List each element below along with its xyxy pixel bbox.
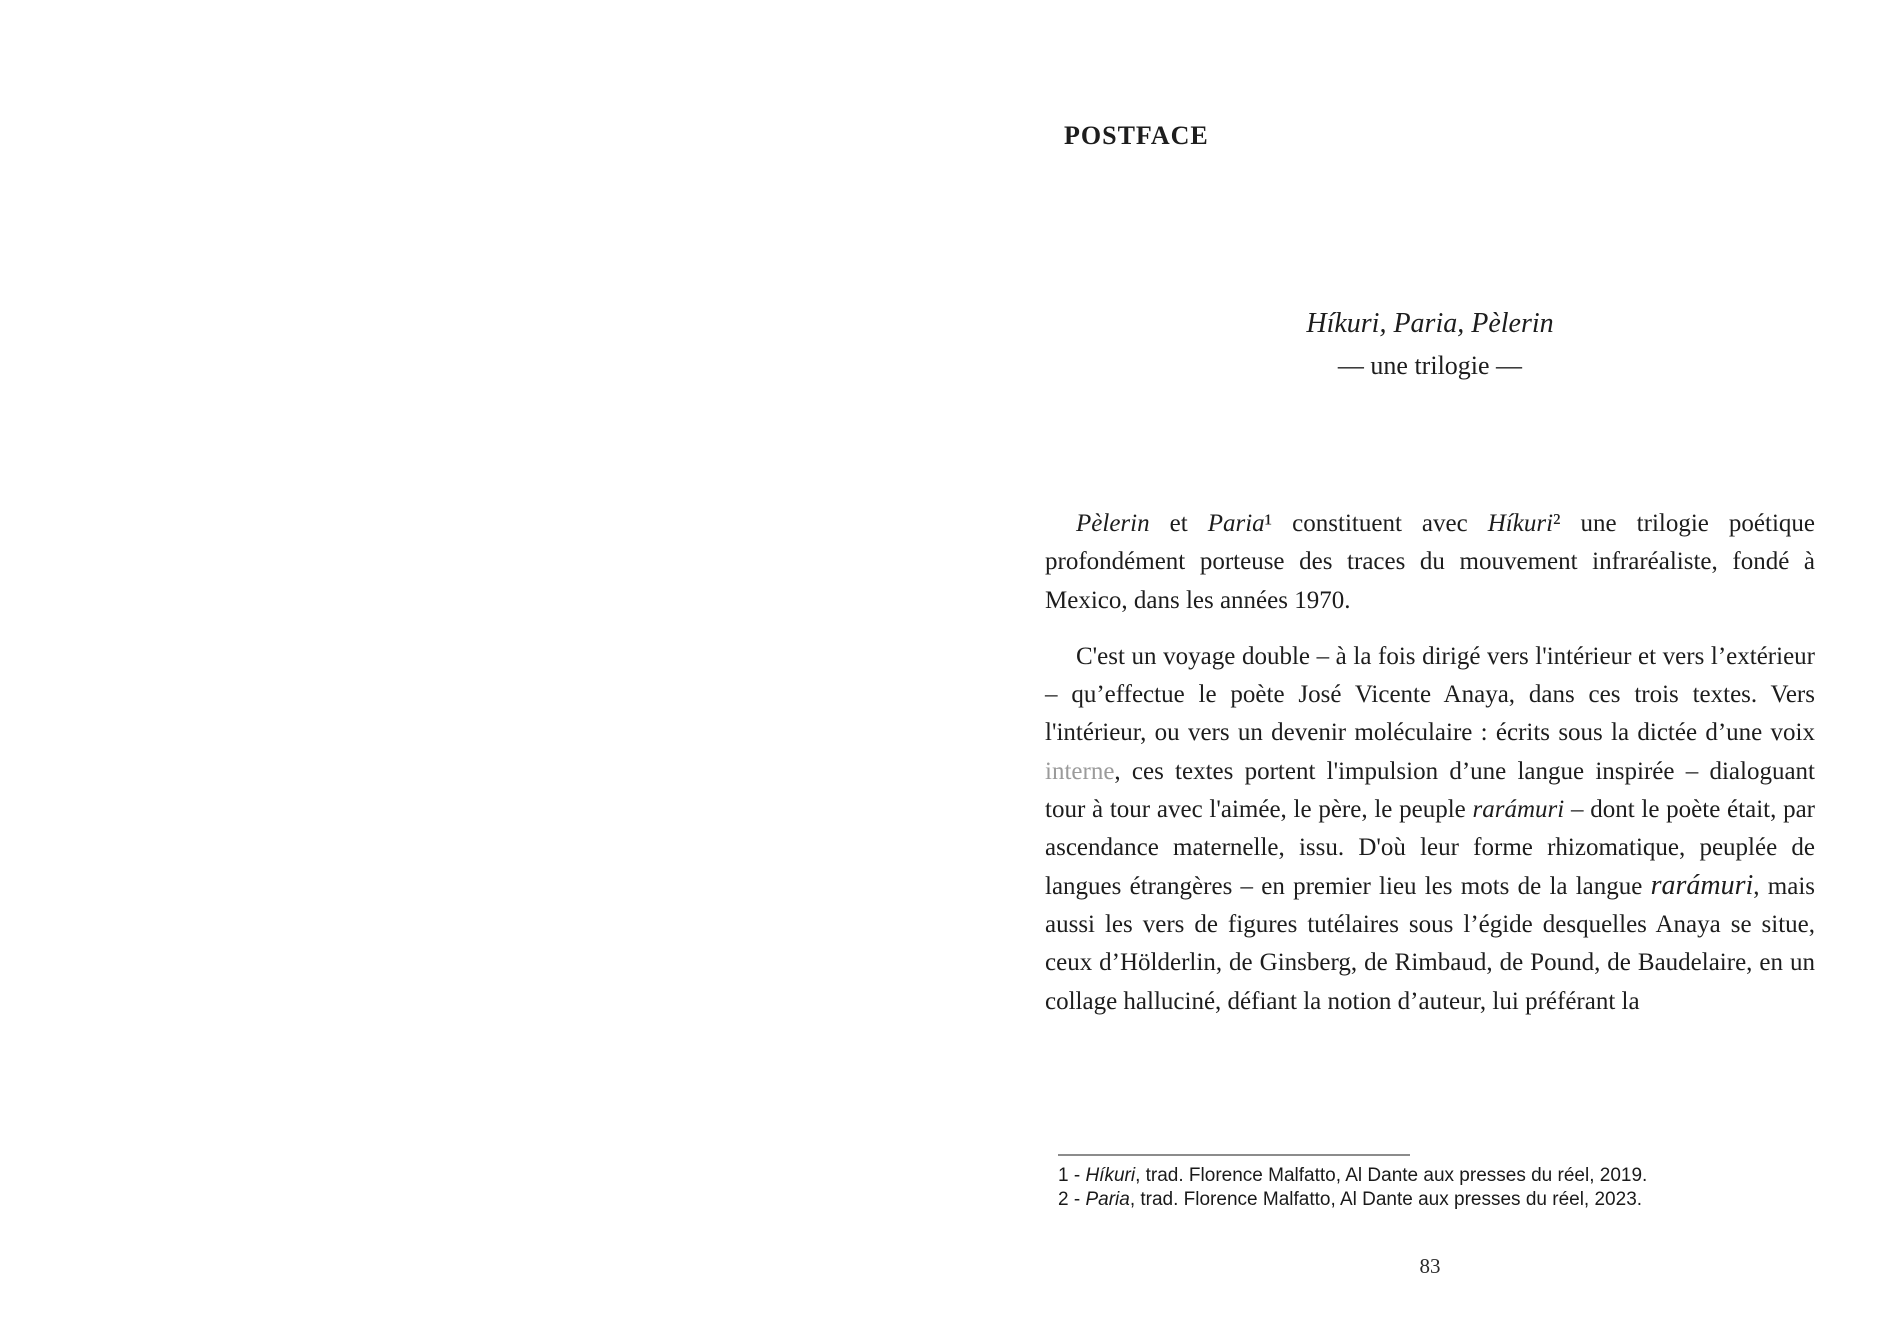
text-run: Híkuri: [1085, 1165, 1136, 1186]
text-run: et: [1149, 510, 1208, 537]
subtitle: — une trilogie —: [1337, 351, 1523, 380]
text-run: Paria: [1085, 1189, 1130, 1210]
paragraph-1: [1045, 505, 1815, 620]
text-run: , trad. Florence Malfatto, Al Dante aux presses du réel, 2019.: [1135, 1165, 1648, 1186]
text-run: Pèlerin: [1076, 510, 1150, 537]
text-run: , ces textes portent l'impulsion d’une langue inspirée – dialoguant tour à tour avec l'aimée, le père, le peuple: [1045, 757, 1815, 824]
text-run: ¹: [1264, 510, 1273, 537]
text-run: une trilogie poétique profondément porteuse des traces du mouvement infraréaliste, fondé à Mexico, dans les années 1970.: [1045, 510, 1816, 614]
text-run: – dont le poète était, par ascendance maternelle, issu. D'où leur forme rhizomatique, peuplée de langues étrangères – en premier lieu les mots de la langue: [1045, 796, 1816, 900]
title-block: [1045, 303, 1815, 387]
footnotes-block: [1058, 1154, 1718, 1212]
text-run: C'est un voyage double – à la fois dirigé vers l'intérieur et vers l’extérieur – qu’effectue le poète José Vicente Anaya, dans ces trois textes. Vers l'intérieur, ou vers un devenir moléculaire : écrits sous la dictée d’une voix: [1045, 642, 1815, 747]
footnote-divider: [1058, 1154, 1410, 1156]
text-run: , mais aussi les vers de figures tutélaires sous l’égide desquelles Anaya se situe, ceux d’Hölderlin, de Ginsberg, de Rimbaud, de Pound, de Baudelaire, en un collage halluciné, défiant la notion d’auteur, lui préférant la: [1045, 872, 1815, 1015]
body-text: [1045, 505, 1815, 1021]
text-run: , trad. Florence Malfatto, Al Dante aux presses du réel, 2023.: [1129, 1189, 1643, 1210]
chapter-heading: POSTFACE: [1064, 121, 1209, 150]
text-run: Híkuri: [1487, 510, 1554, 537]
footnote-1: [1058, 1164, 1718, 1188]
text-run: ²: [1553, 510, 1561, 537]
paragraph-2: [1045, 638, 1815, 1021]
text-run: rarámuri: [1650, 869, 1754, 901]
book-title: Híkuri, Paria, Pèlerin: [1306, 308, 1554, 339]
page-number: 83: [1419, 1254, 1441, 1278]
text-run: 2 -: [1058, 1189, 1086, 1210]
text-run: rarámuri: [1472, 796, 1565, 824]
text-run: interne: [1045, 757, 1115, 785]
text-run: Paria: [1207, 510, 1265, 537]
footnote-2: [1058, 1188, 1718, 1212]
text-run: 1 -: [1058, 1165, 1086, 1186]
text-run: constituent avec: [1272, 510, 1488, 537]
